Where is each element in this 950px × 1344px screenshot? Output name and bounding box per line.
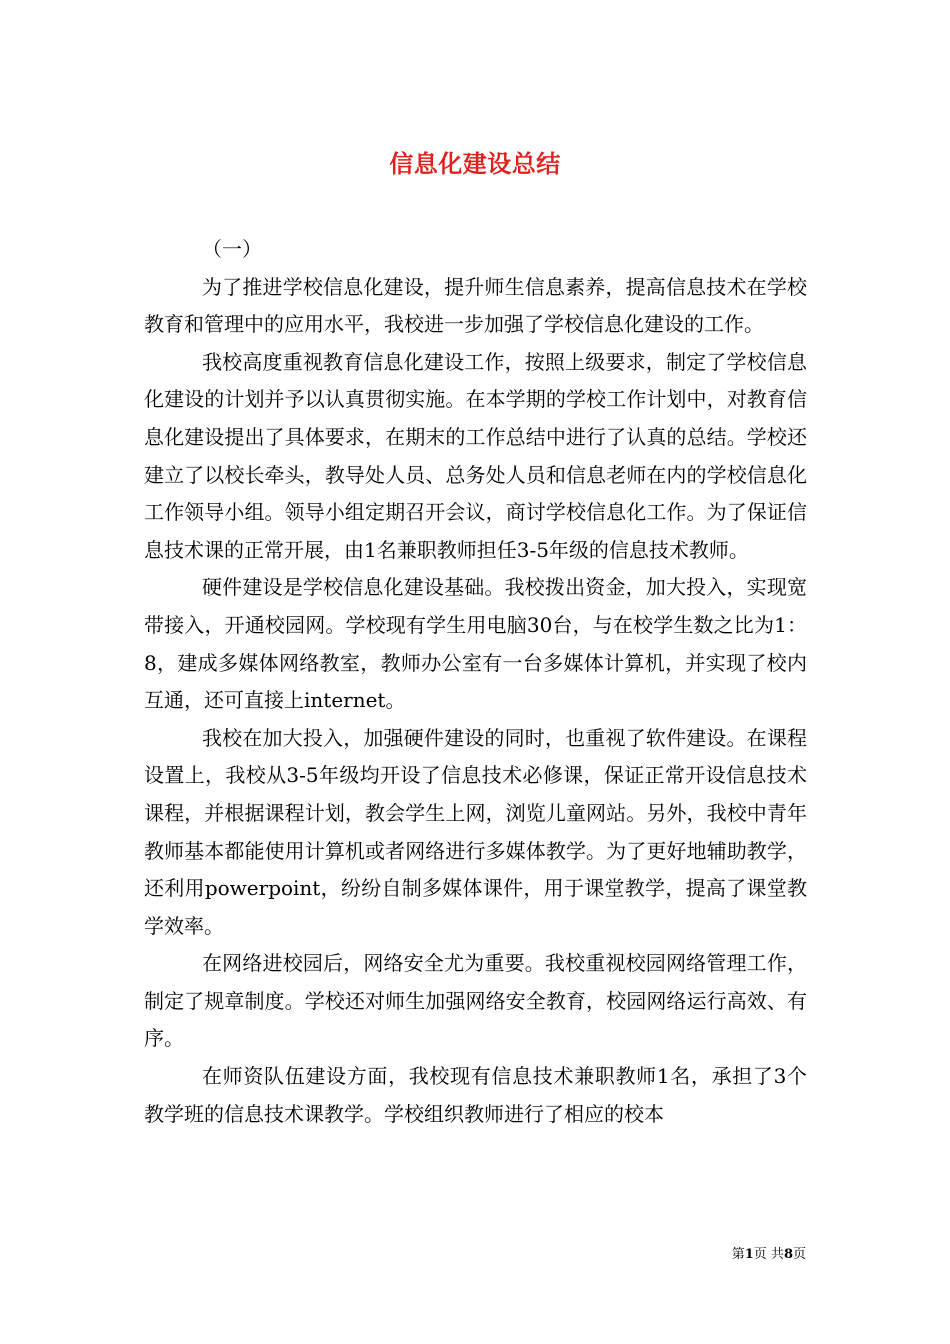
footer-suffix: 页: [792, 1247, 806, 1262]
paragraph-2: 我校高度重视教育信息化建设工作，按照上级要求，制定了学校信息化建设的计划并予以认真贯彻实施。在本学期的学校工作计划中，对教育信息化建设提出了具体要求，在期末的工作总结中进行了认真的总结。学校还建立了以校长牵头，教导处人员、总务处人员和信息老师在内的学校信息化工作领导小组。领导小组定期召开会议，商讨学校信息化工作。为了保证信息技术课的正常开展，由1名兼职教师担任3-5年级的信息技术教师。: [144, 349, 807, 562]
page-title: 信息化建设总结: [389, 149, 561, 179]
footer-current-page: 1: [744, 1247, 754, 1262]
document-body: [144, 231, 807, 1133]
paragraph-5: 在网络进校园后，网络安全尤为重要。我校重视校园网络管理工作，制定了规章制度。学校还对师生加强网络安全教育，校园网络运行高效、有序。: [144, 951, 807, 1051]
paragraph-1: 为了推进学校信息化建设，提升师生信息素养，提高信息技术在学校教育和管理中的应用水平，我校进一步加强了学校信息化建设的工作。: [144, 274, 807, 337]
paragraph-4: 我校在加大投入，加强硬件建设的同时，也重视了软件建设。在课程设置上，我校从3-5年级均开设了信息技术必修课，保证正常开设信息技术课程，并根据课程计划，教会学生上网，浏览儿童网站。另外，我校中青年教师基本都能使用计算机或者网络进行多媒体教学。为了更好地辅助教学，还利用powerpoint，纷纷自制多媒体课件，用于课堂教学，提高了课堂教学效率。: [144, 725, 807, 938]
footer-middle: 页 共: [753, 1247, 784, 1262]
section-marker: （一）: [202, 237, 262, 261]
paragraph-3: 硬件建设是学校信息化建设基础。我校拨出资金，加大投入，实现宽带接入，开通校园网。学校现有学生用电脑30台，与在校学生数之比为1：8，建成多媒体网络教室，教师办公室有一台多媒体计算机，并实现了校内互通，还可直接上internet。: [144, 575, 807, 713]
footer-total-pages: 8: [783, 1247, 793, 1262]
page-number-footer: [732, 1246, 806, 1264]
footer-prefix: 第: [731, 1247, 745, 1262]
paragraph-6: 在师资队伍建设方面，我校现有信息技术兼职教师1名，承担了3个教学班的信息技术课教学。学校组织教师进行了相应的校本: [144, 1064, 807, 1126]
